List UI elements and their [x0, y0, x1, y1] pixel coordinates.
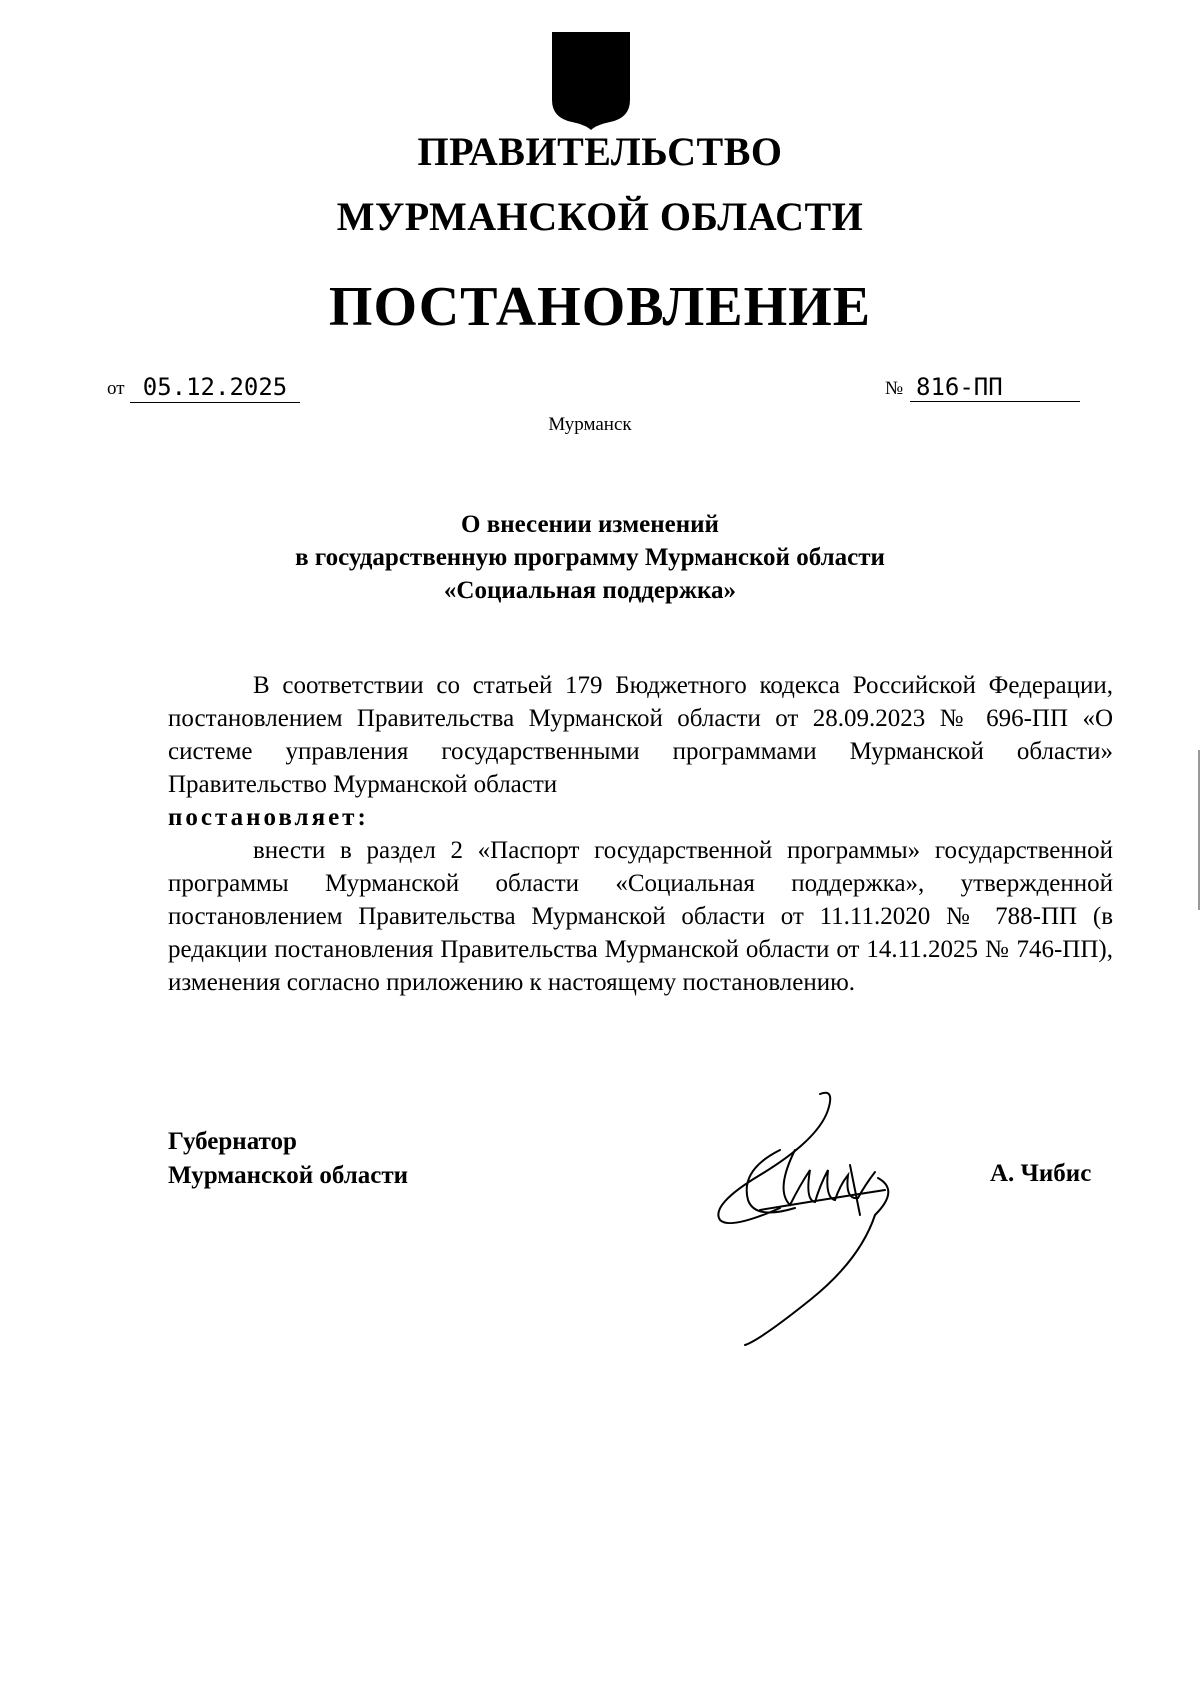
signatory-name: А. Чибис: [990, 1160, 1092, 1187]
preamble-text: В соответствии со статьей 179 Бюджетного кодекса Российской Федерации, постановлением Правительства Мурманской области от 28.09.2023 № 696-ПП «О системе управления государственными программами Мурманской области» Правительство Мурманской области: [168, 672, 1113, 798]
signatory-position: [168, 1125, 408, 1193]
document-type-heading: ПОСТАНОВЛЕНИЕ: [328, 276, 872, 338]
handwritten-signature: [700, 1090, 930, 1350]
title-line3: «Социальная поддержка»: [443, 577, 737, 604]
decree-paragraph: внести в раздел 2 «Паспорт государственной программы» государственной программы Мурманской области «Социальная поддержка», утвержденной постановлением Правительства Мурманской области от 11.11.2020 № 788-ПП (в редакции постановления Правительства Мурманской области от 14.11.2025 № 746-ПП), изменения согласно приложению к настоящему постановлению.: [168, 837, 1113, 996]
signatory-position-line2: Мурманской области: [168, 1162, 409, 1189]
city-name: Мурманск: [548, 414, 632, 435]
preamble-paragraph: [168, 669, 1113, 801]
organization-name-line1: ПРАВИТЕЛЬСТВО: [417, 129, 783, 174]
date-prefix: от: [107, 378, 125, 399]
decree-word: постановляет:: [168, 804, 369, 831]
document-title: [0, 508, 1180, 607]
document-body: [168, 669, 1113, 999]
number-prefix: №: [885, 378, 904, 399]
signatory-position-line1: Губернатор: [168, 1128, 297, 1155]
title-line2: в государственную программу Мурманской области: [295, 544, 885, 571]
title-line1: О внесении изменений: [461, 511, 719, 538]
document-date: 05.12.2025: [130, 372, 300, 403]
coat-of-arms-emblem: [550, 30, 632, 130]
organization-name-line2: МУРМАНСКОЙ ОБЛАСТИ: [336, 194, 864, 239]
document-number: 816-ПП: [910, 372, 1080, 402]
